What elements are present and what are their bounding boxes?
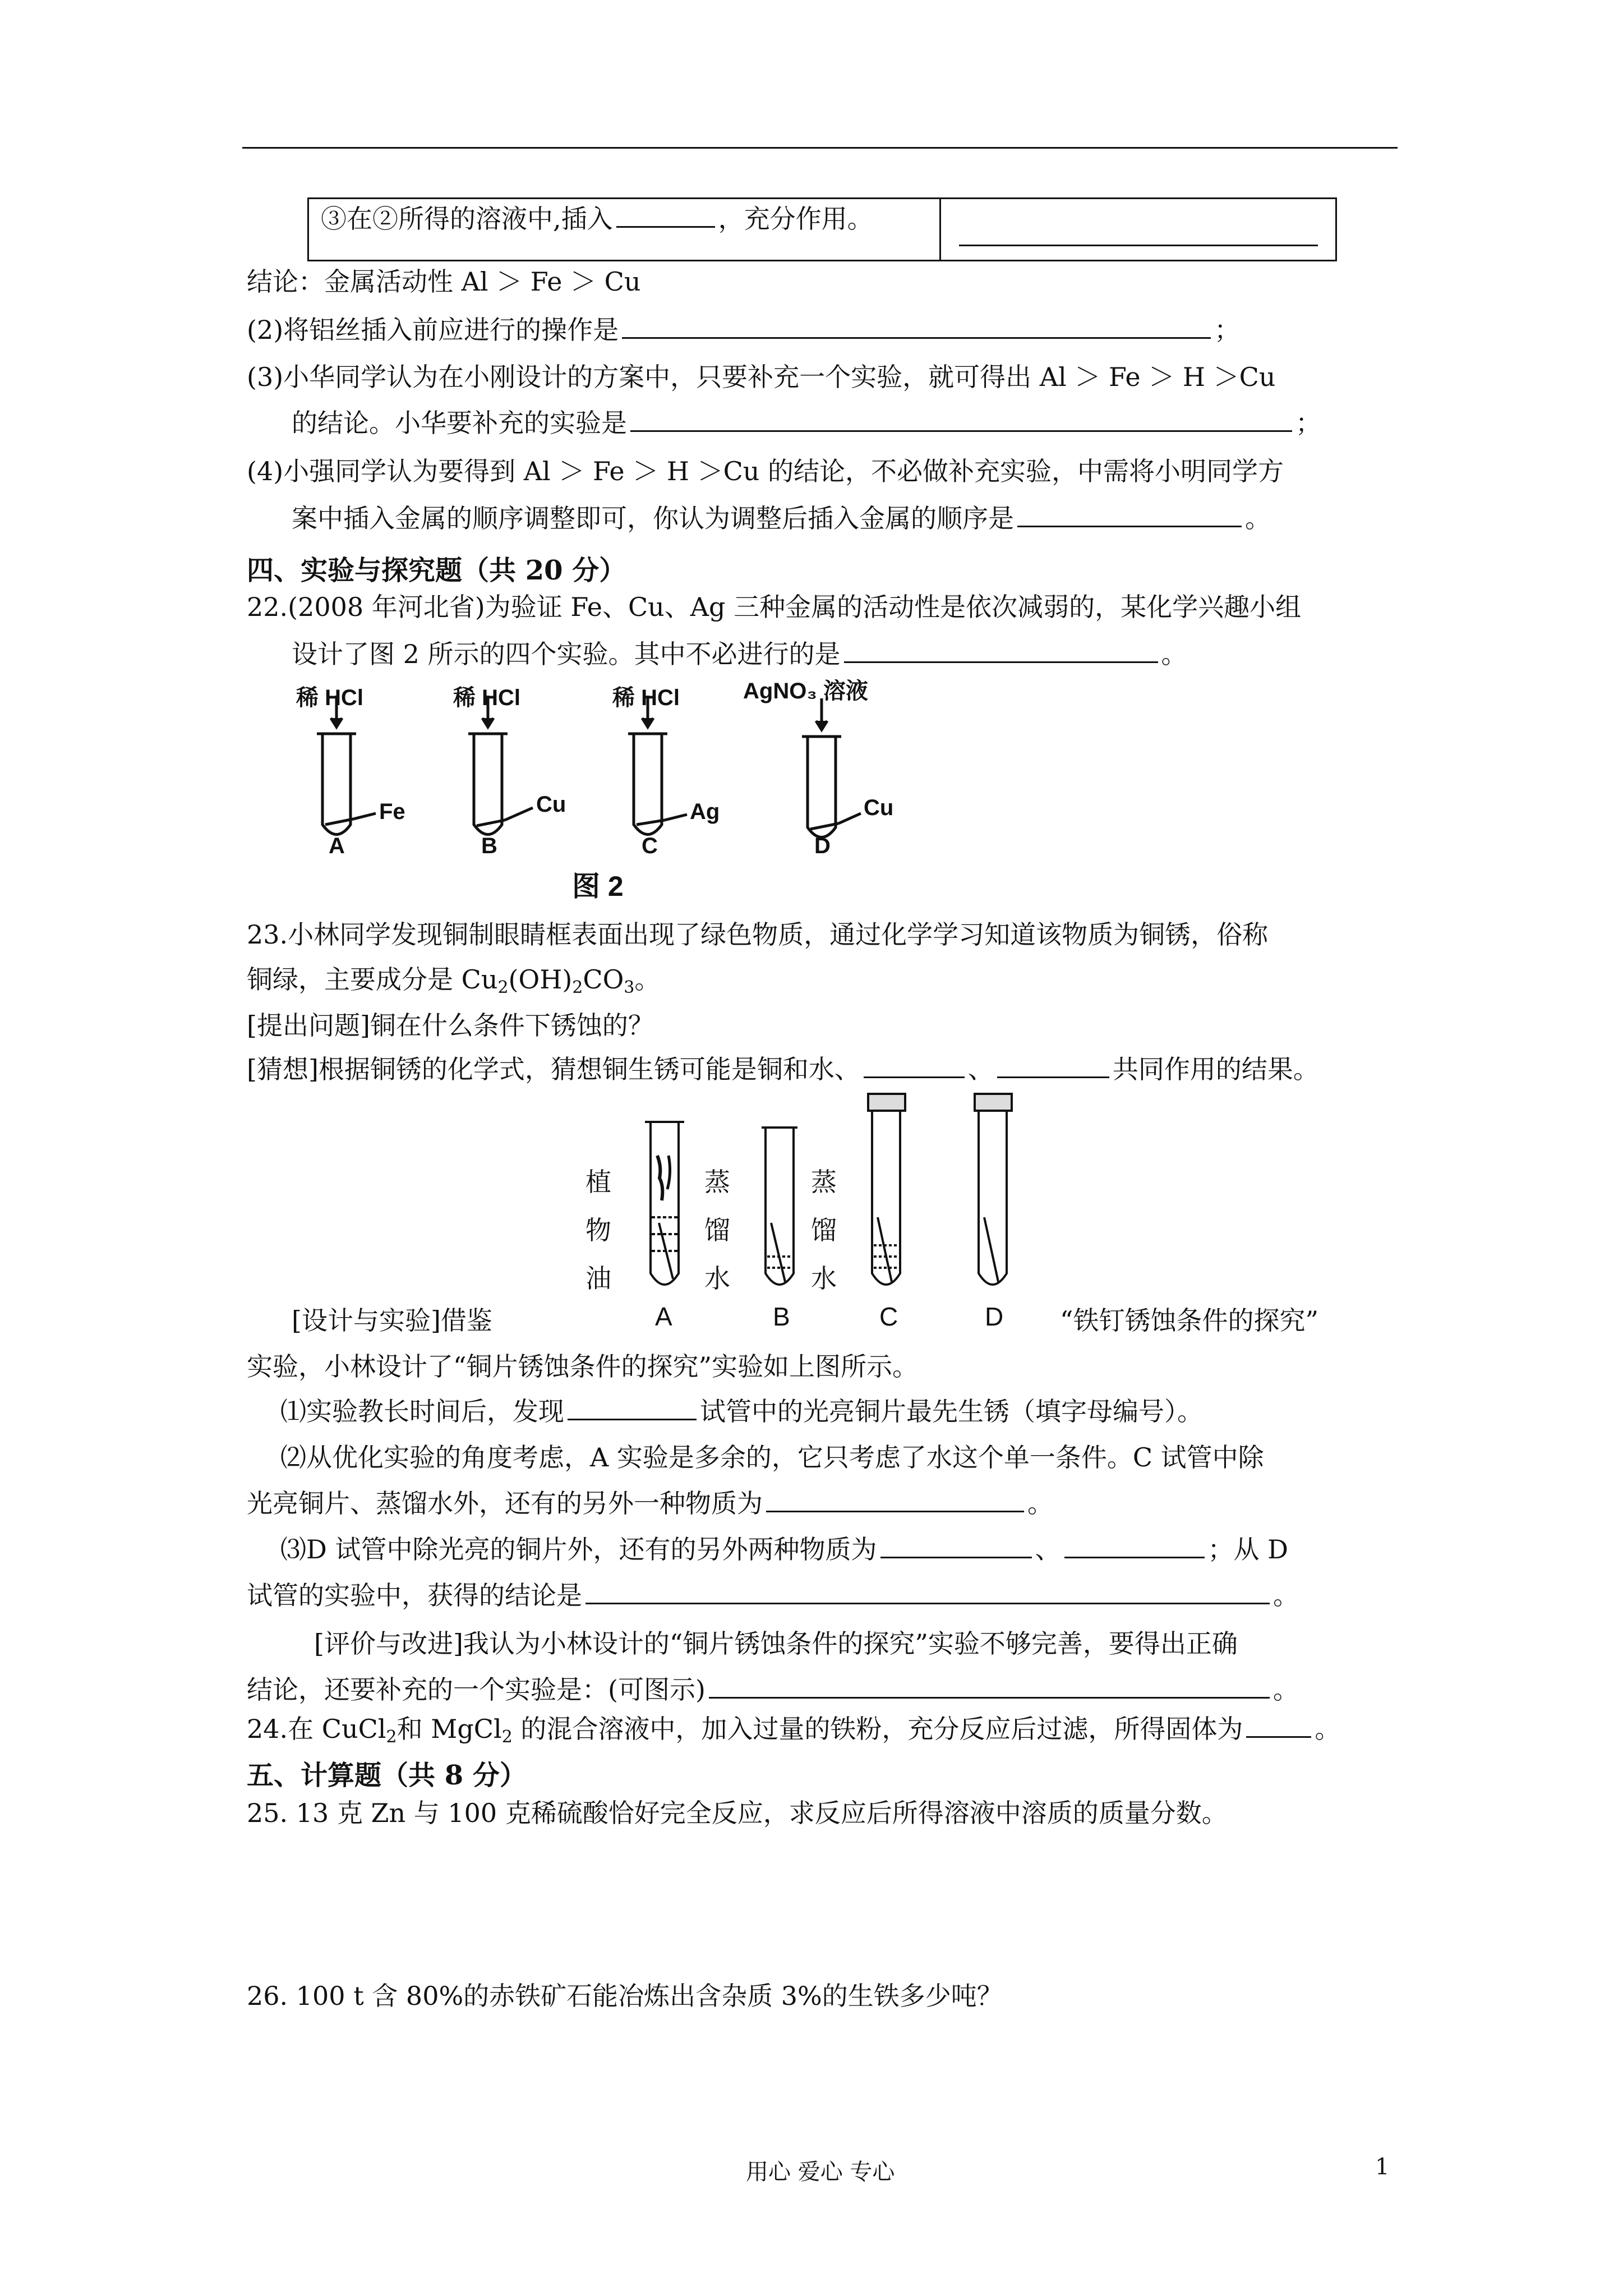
answer-blank[interactable] [864, 1052, 965, 1078]
footer-text: 用心 爱心 专心 [746, 2159, 895, 2185]
answer-blank[interactable] [622, 312, 1211, 339]
question-22-line2: 设计了图 2 所示的四个实验。其中不必进行的是 。 [292, 636, 1187, 672]
answer-blank[interactable] [616, 201, 715, 228]
design-experiment-line1: [设计与实验]借鉴 [292, 1305, 492, 1336]
section-5-heading: 五、计算题（共 8 分） [247, 1760, 527, 1791]
answer-blank[interactable] [1064, 1532, 1205, 1558]
tube-c-stopper [868, 1094, 905, 1111]
evaluate-line1: [评价与改进]我认为小林设计的“铜片锈蚀条件的探究”实验不够完善，要得出正确 [314, 1628, 1238, 1659]
table-row3-text: ③在②所得的溶液中,插入 ，充分作用。 [321, 201, 873, 237]
question-26: 26. 100 t 含 80%的赤铁矿石能冶炼出含杂质 3%的生铁多少吨？ [247, 1981, 1003, 2011]
table-divider [939, 199, 941, 260]
answer-blank[interactable] [959, 245, 1318, 246]
question-4-line2: 案中插入金属的顺序调整即可，你认为调整后插入金属的顺序是 。 [292, 500, 1271, 536]
distilled-water-label-c: 蒸 馏 水 [811, 1167, 837, 1294]
page-number: 1 [1375, 2154, 1390, 2180]
section-4-heading: 四、实验与探究题（共 20 分） [247, 555, 626, 586]
evaluate-line2: 结论，还要补充的一个实验是：(可图示) 。 [247, 1672, 1299, 1708]
sub-question-1: ⑴实验教长时间后，发现 试管中的光亮铜片最先生锈（填字母编号）。 [280, 1393, 1203, 1429]
metal-label-c: Ag [690, 799, 720, 824]
reagent-label-b: 稀 HCl [453, 685, 520, 710]
answer-blank[interactable] [568, 1394, 697, 1420]
test-tube-c [634, 735, 662, 835]
reagent-label-a: 稀 HCl [296, 685, 363, 710]
tube-letter-c: C [879, 1302, 898, 1331]
figure-2-caption: 图 2 [572, 871, 624, 902]
tube-letter-d: D [814, 834, 831, 858]
answer-blank[interactable] [997, 1052, 1109, 1078]
question-23-guess: [猜想]根据铜锈的化学式，猜想铜生锈可能是铜和水、 、 共同作用的结果。 [247, 1051, 1319, 1087]
sub-question-2-line2: 光亮铜片、蒸馏水外，还有的另外一种物质为 。 [247, 1485, 1053, 1521]
tube-letter-b: B [773, 1302, 790, 1331]
question-2: (2)将铝丝插入前应进行的操作是 ； [247, 312, 1240, 348]
question-25: 25. 13 克 Zn 与 100 克稀硫酸恰好完全反应，求反应后所得溶液中溶质的质量分数。 [247, 1798, 1228, 1828]
tube-a-outline [651, 1122, 679, 1285]
header-rule [242, 147, 1398, 149]
question-3-line1: (3)小华同学认为在小刚设计的方案中，只要补充一个实验，就可得出 Al ＞ Fe ＞ H ＞Cu [247, 362, 1276, 392]
design-experiment-line2: 实验，小林设计了“铜片锈蚀条件的探究”实验如上图所示。 [247, 1351, 919, 1382]
answer-blank[interactable] [880, 1532, 1032, 1558]
answer-blank[interactable] [1017, 501, 1242, 527]
answer-blank[interactable] [585, 1578, 1270, 1604]
test-tube-b [474, 735, 502, 835]
reagent-label-c: 稀 HCl [612, 685, 680, 710]
conclusion: 结论：金属活动性 Al ＞ Fe ＞ Cu [247, 266, 641, 297]
design-experiment-reference: “铁钉锈蚀条件的探究” [1060, 1305, 1319, 1336]
oil-label: 植 物 油 [585, 1167, 611, 1294]
sub-question-3-line2: 试管的实验中，获得的结论是 。 [247, 1577, 1299, 1613]
metal-label-b: Cu [536, 792, 566, 817]
tube-letter-d: D [985, 1302, 1004, 1331]
answer-blank[interactable] [1246, 1711, 1311, 1738]
tube-letter-c: C [642, 834, 658, 858]
tube-letter-b: B [481, 834, 497, 858]
answer-blank[interactable] [766, 1486, 1024, 1512]
tube-letter-a: A [329, 834, 345, 858]
distilled-water-label-b: 蒸 馏 水 [704, 1167, 730, 1294]
answer-blank[interactable] [630, 406, 1292, 432]
tube-d-stopper [975, 1094, 1012, 1111]
test-tube-d [808, 738, 836, 838]
figure-copper-rust-tubes [606, 1088, 1088, 1313]
metal-label-a: Fe [379, 799, 405, 824]
sub-question-3-line1: ⑶D 试管中除光亮的铜片外，还有的另外两种物质为 、 ；从 D [280, 1531, 1288, 1567]
question-4-line1: (4)小强同学认为要得到 Al ＞ Fe ＞ H ＞Cu 的结论，不必做补充实验，中需将小明同学方 [247, 456, 1284, 486]
metal-label-d: Cu [864, 795, 894, 820]
question-22-line1: 22.(2008 年河北省)为验证 Fe、Cu、Ag 三种金属的活动性是依次减弱的，某化学兴趣小组 [247, 592, 1302, 622]
reagent-label-d: AgNO₃ 溶液 [743, 679, 868, 703]
question-24: 24.在 CuCl$_2$和 MgCl$_2$ 的混合溶液中，加入过量的铁粉，充分反应后过滤，所得固体为 。 [247, 1711, 1340, 1747]
answer-blank[interactable] [709, 1672, 1270, 1699]
question-23-line1: 23.小林同学发现铜制眼睛框表面出现了绿色物质，通过化学学习知道该物质为铜锈，俗称 [247, 919, 1269, 950]
sub-question-2-line1: ⑵从优化实验的角度考虑，A 实验是多余的，它只考虑了水这个单一条件。C 试管中除 [280, 1442, 1264, 1473]
answer-blank[interactable] [844, 637, 1158, 663]
question-3-line2: 的结论。小华要补充的实验是 ； [292, 405, 1321, 441]
tube-letter-a: A [655, 1302, 672, 1331]
question-23-line2: 铜绿，主要成分是 $Cu_2(OH)_2CO_3$。 [247, 964, 661, 997]
question-23-raise-question: [提出问题]铜在什么条件下锈蚀的？ [247, 1010, 654, 1041]
